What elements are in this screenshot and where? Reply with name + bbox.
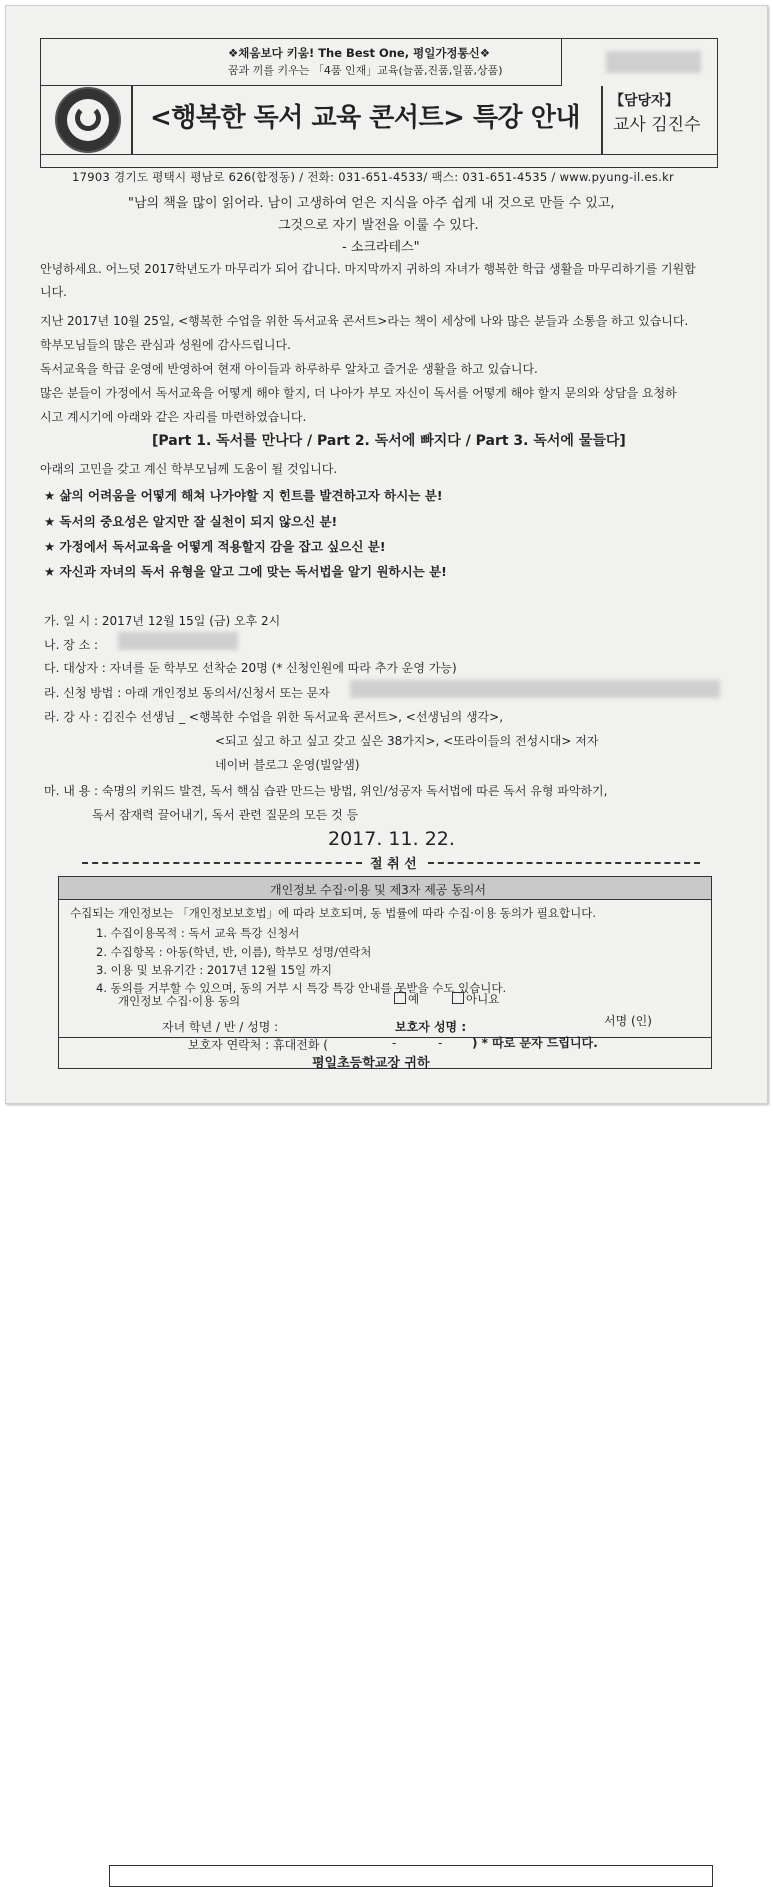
manager-name: 교사 김진수 xyxy=(613,115,701,135)
paragraph-3: 독서교육을 학급 운영에 반영하여 현재 아이들과 하루하루 알차고 즐거운 생활을 하고 있습니다. xyxy=(40,362,538,376)
yes-checkbox[interactable] xyxy=(394,992,406,1004)
paragraph-4: 많은 분들이 가정에서 독서교육을 어떻게 해야 할지, 더 나아가 부모 자신이 독서를 어떻게 해야 할지 문의와 상담을 요청하 xyxy=(40,386,677,400)
cut-line-left xyxy=(82,862,362,864)
consent-yes-option[interactable] xyxy=(394,991,419,1007)
cut-line-right xyxy=(428,862,700,864)
program-parts: [Part 1. 독서를 만나다 / Part 2. 독서에 빠지다 / Part 3. 독서에 물들다] xyxy=(152,433,626,449)
target-point-4: ★ 자신과 자녀의 독서 유형을 알고 그에 맞는 독서법을 알기 원하시는 분! xyxy=(44,564,447,579)
child-info-label: 자녀 학년 / 반 / 성명 : xyxy=(162,1020,279,1034)
consent-item-3: 3. 이용 및 보유기간 : 2017년 12월 15일 까지 xyxy=(96,963,332,977)
consent-item-4: 4. 동의를 거부할 수 있으며, 동의 거부 시 특강 특강 안내를 못받을 수도 있습니다. xyxy=(96,981,507,995)
parent-contact-label: 보호자 연락처 : 휴대전화 ( xyxy=(188,1038,328,1052)
consent-item-2: 2. 수집항목 : 아동(학년, 반, 이름), 학부모 성명/연락처 xyxy=(96,945,372,959)
page-title: <행복한 독서 교육 콘서트> 특강 안내 xyxy=(150,103,580,133)
issue-date: 2017. 11. 22. xyxy=(328,828,455,850)
consent-title: 개인정보 수집·이용 및 제3자 제공 동의서 xyxy=(270,883,486,897)
phone-dash-1: - xyxy=(392,1036,397,1050)
paragraph-2-cont: 학부모님들의 많은 관심과 성원에 감사드립니다. xyxy=(40,338,291,352)
speaker-books: <되고 싶고 하고 싶고 갖고 싶은 38가지>, <또라이들의 전성시대> 저자 xyxy=(215,734,599,748)
manager-label: 【담당자】 xyxy=(610,93,679,109)
intro-line: 아래의 고민을 갖고 계신 학부모님께 도움이 될 것입니다. xyxy=(40,462,338,476)
program-content: 마. 내 용 : 숙명의 키워드 발견, 독서 핵심 습관 만드는 방법, 위인/성공자 독서법에 따른 독서 유형 파악하기, xyxy=(44,784,608,798)
target-point-1: ★ 삶의 어려움을 어떻게 해쳐 나가야할 지 힌트를 발견하고자 하시는 분! xyxy=(44,488,443,503)
consent-agree-row xyxy=(109,1865,713,1887)
quote-line-1: "남의 책을 많이 읽어라. 남이 고생하여 얻은 지식을 아주 쉽게 내 것으로 만들 수 있고, xyxy=(128,196,615,211)
slogan: ❖채움보다 키움! The Best One, 평일가정통신❖ xyxy=(228,46,491,60)
target-point-3: ★ 가정에서 독서교육을 어떻게 적용할지 감을 잡고 싶으신 분! xyxy=(44,539,386,554)
program-content-cont: 독서 잠재력 끌어내기, 독서 관련 질문의 모든 것 등 xyxy=(92,808,359,822)
header-subtitle: 꿈과 끼를 키우는 「4품 인재」교육(늘품,진품,일품,상품) xyxy=(228,64,503,77)
consent-item-1: 1. 수집이용목적 : 독서 교육 특강 신청서 xyxy=(96,926,300,940)
apply-method: 라. 신청 방법 : 아래 개인정보 동의서/신청서 또는 문자 xyxy=(44,686,330,700)
signature-label: 서명 (인) xyxy=(604,1014,652,1028)
no-checkbox[interactable] xyxy=(452,992,464,1004)
paragraph-1-cont: 니다. xyxy=(40,285,67,299)
cut-line-label: 절 취 선 xyxy=(370,857,417,872)
redacted-block xyxy=(118,632,238,650)
event-place: 나. 장 소 : xyxy=(44,638,99,652)
paragraph-1: 안녕하세요. 어느덧 2017학년도가 마무리가 되어 갑니다. 마지막까지 귀하의 자녀가 행복한 학급 생활을 마무리하기를 기원합 xyxy=(40,262,696,276)
school-address: 17903 경기도 평택시 평남로 626(합정동) / 전화: 031-651-4533/ 팩스: 031-651-4535 / www.pyung-il.es.kr xyxy=(72,170,675,184)
no-label: 아니요 xyxy=(466,992,500,1006)
event-target: 다. 대상자 : 자녀를 둔 학부모 선착순 20명 (* 신청인원에 따라 추가 운영 가능) xyxy=(44,661,457,675)
quote-line-2: 그것으로 자기 발전을 이룰 수 있다. xyxy=(278,218,479,233)
consent-intro: 수집되는 개인정보는 「개인정보보호법」에 따라 보호되며, 동 법률에 따라 수집·이용 동의가 필요합니다. xyxy=(70,906,596,920)
event-date: 가. 일 시 : 2017년 12월 15일 (금) 오후 2시 xyxy=(44,614,281,628)
paragraph-2: 지난 2017년 10월 25일, <행복한 수업을 위한 독서교육 콘서트>라는 책이 세상에 나와 많은 분들과 소통을 하고 있습니다. xyxy=(40,314,689,328)
target-point-2: ★ 독서의 중요성은 알지만 잘 실천이 되지 않으신 분! xyxy=(44,514,338,529)
paragraph-4-cont: 시고 계시기에 아래와 같은 자리를 마련하였습니다. xyxy=(40,410,307,424)
consent-no-option[interactable] xyxy=(452,991,499,1007)
parent-name-label: 보호자 성명 : xyxy=(395,1020,467,1034)
recipient: 평일초등학교장 귀하 xyxy=(312,1056,430,1071)
yes-label: 예 xyxy=(408,992,420,1006)
phone-dash-2: - xyxy=(438,1036,443,1050)
quote-author: - 소크라테스" xyxy=(342,240,420,255)
redacted-block xyxy=(350,680,720,698)
school-logo-icon xyxy=(55,87,121,153)
speaker-blog: 네이버 블로그 운영(빌알샘) xyxy=(215,758,360,772)
redacted-block xyxy=(606,51,701,73)
consent-agree-label: 개인정보 수집·이용 동의 xyxy=(118,994,241,1008)
contact-note: ) * 따로 문자 드립니다. xyxy=(472,1036,598,1050)
speaker: 라. 강 사 : 김진수 선생님 _ <행복한 수업을 위한 독서교육 콘서트>, <선생님의 생각>, xyxy=(44,710,504,724)
